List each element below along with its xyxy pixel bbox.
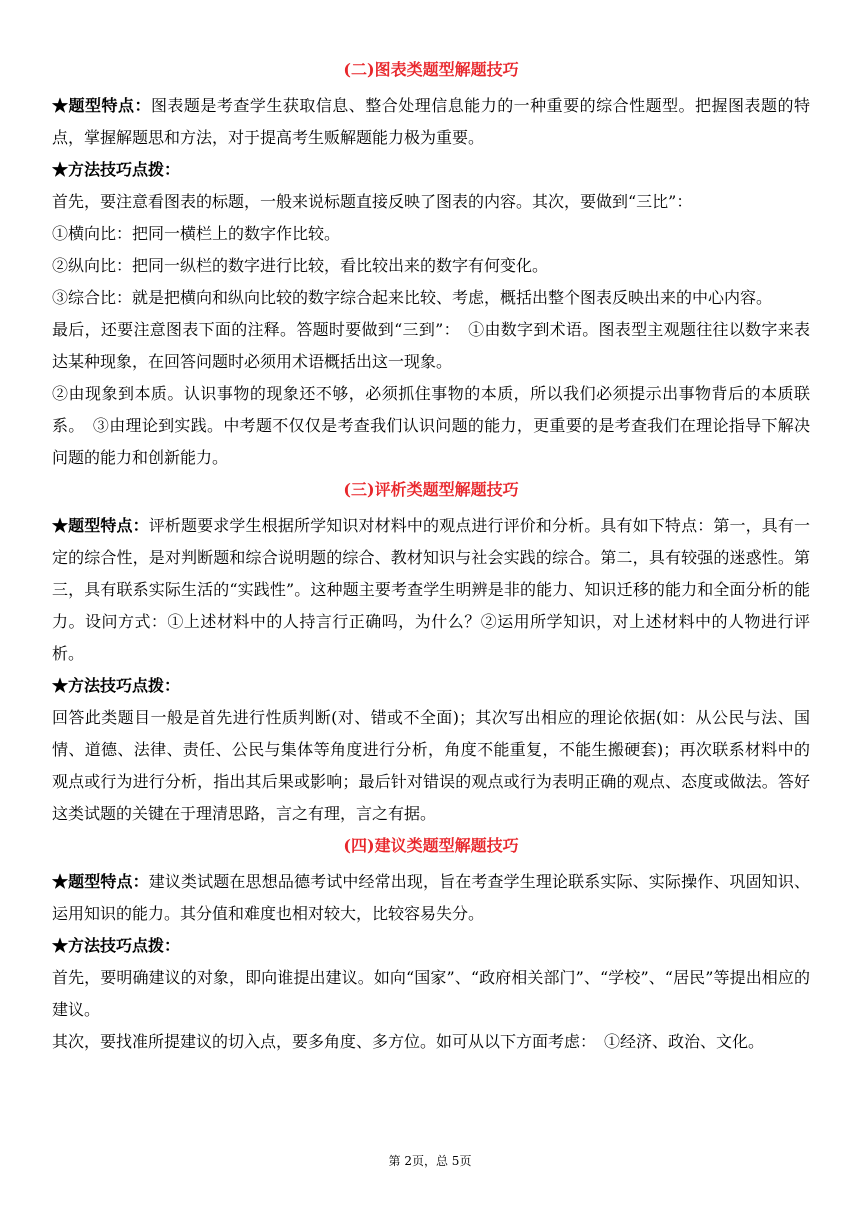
feature-label: ★题型特点： [52, 516, 149, 535]
section-4-feature [52, 866, 810, 930]
section-2-paragraph-2: ①横向比：把同一横栏上的数字作比较。 [52, 224, 341, 243]
section-3-paragraph-1: 回答此类题目一般是首先进行性质判断(对、错或不全面)；其次写出相应的理论依据(如：从公民与法、国情、道德、法律、责任、公民与集体等角度进行分析，角度不能重复，不能生搬硬套)；再次联系材料中的观点或行为进行分析，指出其后果或影响；最后针对错误的观点或行为表明正确的观点、态度或做法。答好这类试题的关键在于理清思路，言之有理，言之有据。 [52, 708, 810, 823]
section-2-paragraph-6: ②由现象到本质。认识事物的现象还不够，必须抓住事物的本质，所以我们必须提示出事物背后的本质联系。 ③由理论到实践。中考题不仅仅是考查我们认识问题的能力，更重要的是考查我们在理论指导下解决问题的能力和创新能力。 [52, 384, 810, 467]
section-3-method-label: ★方法技巧点拨： [52, 676, 181, 695]
section-2-paragraph-1: 首先，要注意看图表的标题，一般来说标题直接反映了图表的内容。其次，要做到“三比”： [52, 192, 693, 211]
feature-label: ★题型特点： [52, 872, 149, 891]
section-2-feature [52, 90, 810, 154]
feature-text: 图表题是考查学生获取信息、整合处理信息能力的一种重要的综合性题型。把握图表题的特点，掌握解题思和方法，对于提高考生贩解题能力极为重要。 [52, 96, 810, 147]
section-2-paragraph-4: ③综合比：就是把横向和纵向比较的数字综合起来比较、考虑，概括出整个图表反映出来的中心内容。 [52, 288, 773, 307]
feature-label: ★题型特点： [52, 96, 151, 115]
feature-text: 评析题要求学生根据所学知识对材料中的观点进行评价和分析。具有如下特点：第一，具有一定的综合性，是对判断题和综合说明题的综合、教材知识与社会实践的综合。第二，具有较强的迷惑性。第三，具有联系实际生活的“实践性”。这种题主要考查学生明辨是非的能力、知识迁移的能力和全面分析的能力。设问方式：①上述材料中的人持言行正确吗，为什么？②运用所学知识，对上述材料中的人物进行评析。 [52, 516, 810, 663]
feature-text: 建议类试题在思想品德考试中经常出现，旨在考查学生理论联系实际、实际操作、巩固知识、运用知识的能力。其分值和难度也相对较大，比较容易失分。 [52, 872, 810, 923]
page-footer [0, 1152, 860, 1169]
section-4-paragraph-1: 首先，要明确建议的对象，即向谁提出建议。如向“国家”、“政府相关部门”、“学校”、“居民”等提出相应的建议。 [52, 968, 810, 1019]
section-4-paragraph-2: 其次，要找准所提建议的切入点，要多角度、多方位。如可从以下方面考虑： ①经济、政治、文化。 [52, 1032, 765, 1051]
section-2-paragraph-5: 最后，还要注意图表下面的注释。答题时要做到“三到”： ①由数字到术语。图表型主观题往往以数字来表达某种现象，在回答问题时必须用术语概括出这一现象。 [52, 320, 810, 371]
page-content [52, 56, 810, 1058]
section-2-title: (二)图表类题型解题技巧 [343, 60, 519, 79]
section-3-feature [52, 510, 810, 670]
section-4-title: (四)建议类题型解题技巧 [343, 836, 519, 855]
page-number: 第 2页，总 5页 [388, 1154, 472, 1168]
section-4-method-label: ★方法技巧点拨： [52, 936, 181, 955]
section-3-title: (三)评析类题型解题技巧 [343, 480, 519, 499]
section-2-paragraph-3: ②纵向比：把同一纵栏的数字进行比较，看比较出来的数字有何变化。 [52, 256, 549, 275]
section-2-method-label: ★方法技巧点拨： [52, 160, 181, 179]
